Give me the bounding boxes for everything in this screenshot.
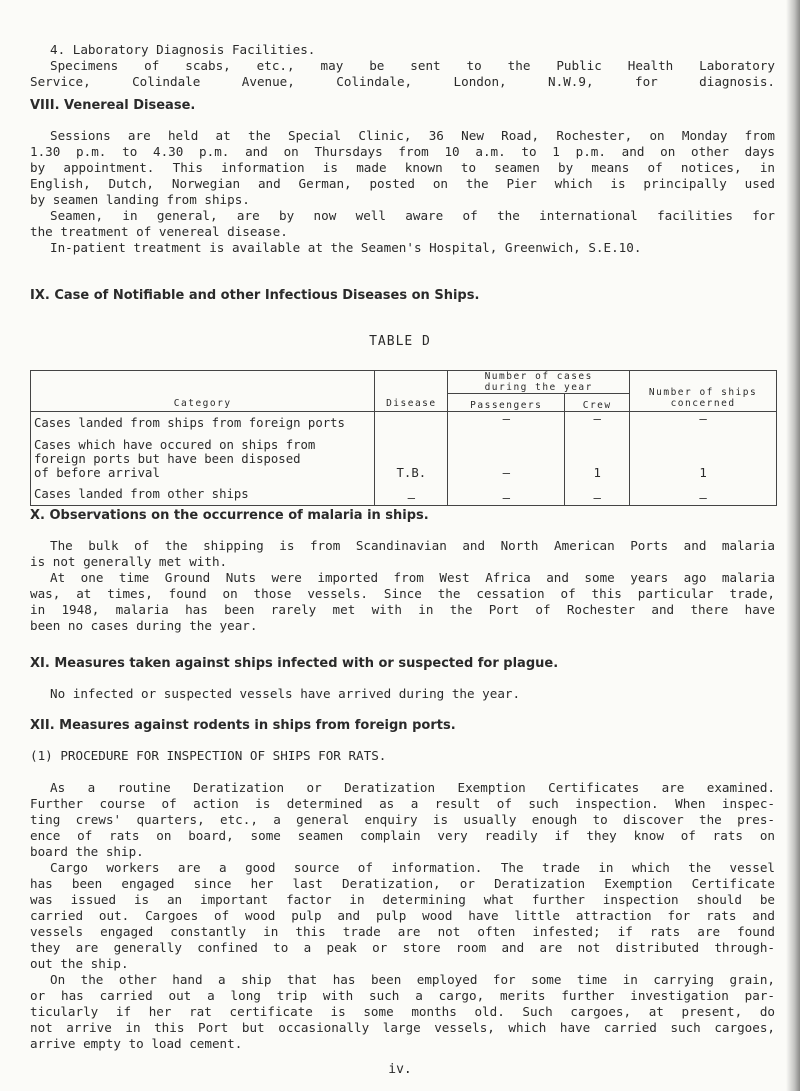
section-12-body [30,780,775,1052]
section-12-p2-l4: carried out. Cargoes of wood pulp and pulp wood have little attraction for rats and [30,908,775,923]
section-8-p3-l1: In-patient treatment is available at the Seamen's Hospital, Greenwich, S.E.10. [50,240,642,255]
section-rodents [30,718,775,734]
table-cell-disease [375,412,448,434]
section-8-p2-l1: Seamen, in general, are by now well aware of the international facilities for [50,208,775,223]
section-12-p3-l5: arrive empty to load cement. [30,1036,243,1051]
table-header-ships-line-1: Number of ships [648,387,758,398]
section-venereal-disease [30,98,775,114]
section-12-subheading: (1) PROCEDURE FOR INSPECTION OF SHIPS FOR RATS. [30,748,387,763]
table-header-category: Category [173,398,232,409]
section-12-p1-l2: Further course of action is determined as a result of such inspection. When inspec- [30,796,775,811]
section-12-subheading-wrap [30,748,775,764]
table-header-ships-line-2: concerned [670,398,736,409]
table-row [31,434,777,480]
table-header-disease-cell [375,371,448,412]
table-cell-passengers: — [448,434,565,480]
table-cell-category: Cases landed from other ships [31,480,375,506]
section-10-p2-l1: At one time Ground Nuts were imported from West Africa and some years ago malaria [50,570,775,585]
table-header-crew: Crew [582,400,612,411]
table-header-number-cell [448,371,630,394]
section-12-p1-l5: board the ship. [30,844,144,859]
page-edge-shadow [786,0,800,1091]
section-8-p1-l2: 1.30 p.m. to 4.30 p.m. and on Thursdays from 10 a.m. to 1 p.m. and on other days [30,144,775,159]
section-10-p1-l2: is not generally met with. [30,554,228,569]
section-plague [30,656,775,672]
table-header-number-line-2: during the year [484,382,593,393]
section-12-p2-l6: they are generally confined to a peak or store room and are not distributed through- [30,940,775,955]
table-header-passengers-cell [448,394,565,412]
section-12-p1-l1: As a routine Deratization or Deratization Exemption Certificates are examined. [50,780,775,795]
section-8-p1-l5: by seamen landing from ships. [30,192,250,207]
section-4-line-2: Service, Colindale Avenue, Colindale, London, N.W.9, for diagnosis. [30,74,775,89]
table-row [31,412,777,434]
section-12-p3-l1: On the other hand a ship that has been employed for some time in carrying grain, [50,972,775,987]
table-header-category-cell [31,371,375,412]
section-4-title: 4. Laboratory Diagnosis Facilities. [50,42,316,57]
table-header-ships-cell [630,371,777,412]
section-12-p3-l2: or has carried out a long trip with such a cargo, merits further investigation par- [30,988,775,1003]
table-header-number-line-1: Number of cases [484,371,593,382]
table-header-disease: Disease [386,398,437,409]
section-10-heading: X. Observations on the occurrence of malaria in ships. [30,508,429,523]
section-10-p2-l3: in 1948, malaria has been rarely met with in the Port of Rochester and there have [30,602,775,617]
table-d-title: TABLE D [369,334,431,349]
section-10-p2-l4: been no cases during the year. [30,618,258,633]
section-10-p1-l1: The bulk of the shipping is from Scandinavian and North American Ports and malaria [50,538,775,553]
section-12-heading: XII. Measures against rodents in ships from foreign ports. [30,718,456,733]
table-cell-crew: 1 [565,434,630,480]
section-8-p1-l3: by appointment. This information is made known to seamen by means of notices, in [30,160,775,175]
table-cell-ships: 1 [630,434,777,480]
section-12-p3-l4: not arrive in this Port but occasionally large vessels, which have carried such cargoes, [30,1020,775,1035]
table-cell-passengers: — [448,412,565,434]
table-header-passengers: Passengers [470,400,543,411]
table-cell-category-line-1: Cases which have occured on ships from [34,437,316,452]
table-d [30,370,777,506]
table-cell-ships: — [630,412,777,434]
page-number: iv. [388,1062,412,1077]
section-12-p3-l3: ticularly if her rat certificate is some months old. Such cargoes, at present, do [30,1004,775,1019]
section-8-p1-l1: Sessions are held at the Special Clinic, 36 New Road, Rochester, on Monday from [50,128,775,143]
table-cell-ships: — [630,480,777,506]
table-row [31,480,777,506]
table-cell-category [31,434,375,480]
section-11-p1: No infected or suspected vessels have arrived during the year. [50,686,521,701]
section-12-p1-l4: ence of rats on board, some seamen complain very readily if they know of rats on [30,828,775,843]
section-11-heading: XI. Measures taken against ships infected with or suspected for plague. [30,656,559,671]
section-malaria [30,508,775,524]
section-laboratory-diagnosis [30,42,775,90]
section-10-body [30,538,775,634]
section-12-p2-l1: Cargo workers are a good source of information. The trade in which the vessel [50,860,775,875]
table-cell-category: Cases landed from ships from foreign ports [31,412,375,434]
section-12-p2-l3: was issued is an important factor in determining what further inspection should be [30,892,775,907]
section-12-p2-l2: has been engaged since her last Deratization, or Deratization Exemption Certificate [30,876,775,891]
table-cell-category-line-2: foreign ports but have been disposed [34,451,301,466]
section-12-p1-l3: ting crews' quarters, etc., a general enquiry is usually enough to discover the pres- [30,812,775,827]
section-8-body [30,128,775,256]
section-4-line-1: Specimens of scabs, etc., may be sent to the Public Health Laboratory [50,58,775,73]
section-9-heading: IX. Case of Notifiable and other Infectious Diseases on Ships. [30,288,480,303]
table-cell-disease: T.B. [375,434,448,480]
section-10-p2-l2: was, at times, found on those vessels. Since the cessation of this particular trade, [30,586,775,601]
section-8-heading: VIII. Venereal Disease. [30,98,196,113]
table-header-crew-cell [565,394,630,412]
section-11-body [30,686,775,702]
table-cell-passengers: — [448,480,565,506]
table-cell-category-line-3: of before arrival [34,465,160,480]
section-8-p1-l4: English, Dutch, Norwegian and German, posted on the Pier which is principally used [30,176,775,191]
section-12-p2-l7: out the ship. [30,956,129,971]
table-cell-crew: — [565,480,630,506]
table-cell-crew: — [565,412,630,434]
table-cell-disease: — [375,480,448,506]
section-infectious-diseases [30,288,775,304]
section-8-p2-l2: the treatment of venereal disease. [30,224,288,239]
section-12-p2-l5: vessels engaged constantly in this trade are not often infested; if rats are found [30,924,775,939]
